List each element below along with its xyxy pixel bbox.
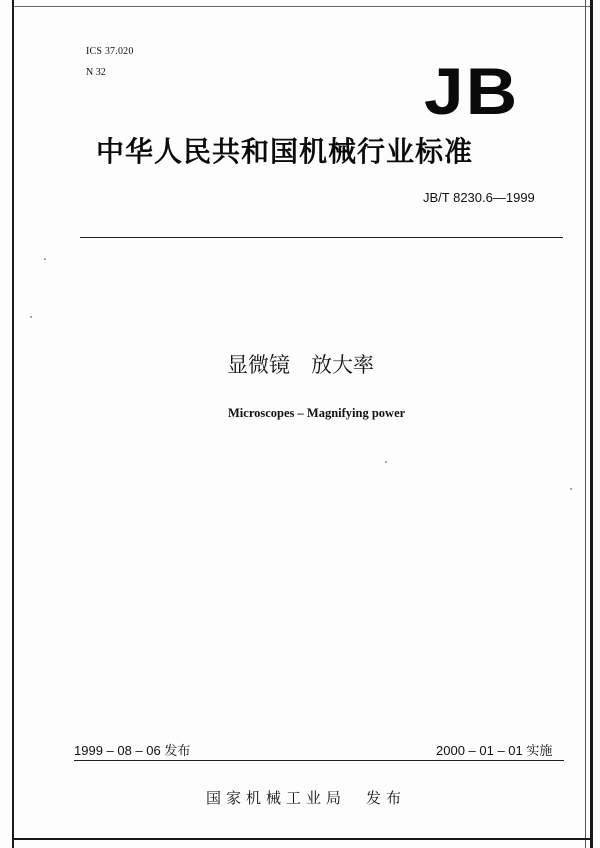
implementation-date: 2000 – 01 – 01 实施 bbox=[436, 743, 553, 758]
chinese-title: 显微镜 放大率 bbox=[227, 353, 374, 377]
jb-logo: JB bbox=[424, 54, 520, 128]
industry-standard-title: 中华人民共和国机械行业标准 bbox=[96, 135, 474, 168]
scan-speck bbox=[44, 258, 46, 260]
footer-divider bbox=[74, 760, 564, 761]
scan-speck bbox=[30, 316, 32, 318]
ccs-code: N 32 bbox=[86, 67, 106, 78]
issue-date: 1999 – 08 – 06 发布 bbox=[74, 743, 191, 758]
standard-number: JB/T 8230.6—1999 bbox=[423, 190, 535, 205]
publisher-line: 国家机械工业局 发布 bbox=[206, 789, 407, 807]
scan-speck bbox=[570, 488, 572, 490]
scan-edge-top bbox=[12, 6, 592, 7]
scan-edge-right bbox=[590, 0, 593, 848]
scan-edge-left bbox=[12, 0, 14, 848]
scan-edge-bottom bbox=[12, 838, 592, 840]
ics-code: ICS 37.020 bbox=[86, 46, 134, 57]
english-title: Microscopes – Magnifying power bbox=[228, 406, 406, 420]
header-divider bbox=[80, 237, 563, 238]
scan-edge-right-inner bbox=[585, 0, 586, 848]
scan-speck bbox=[385, 461, 387, 463]
